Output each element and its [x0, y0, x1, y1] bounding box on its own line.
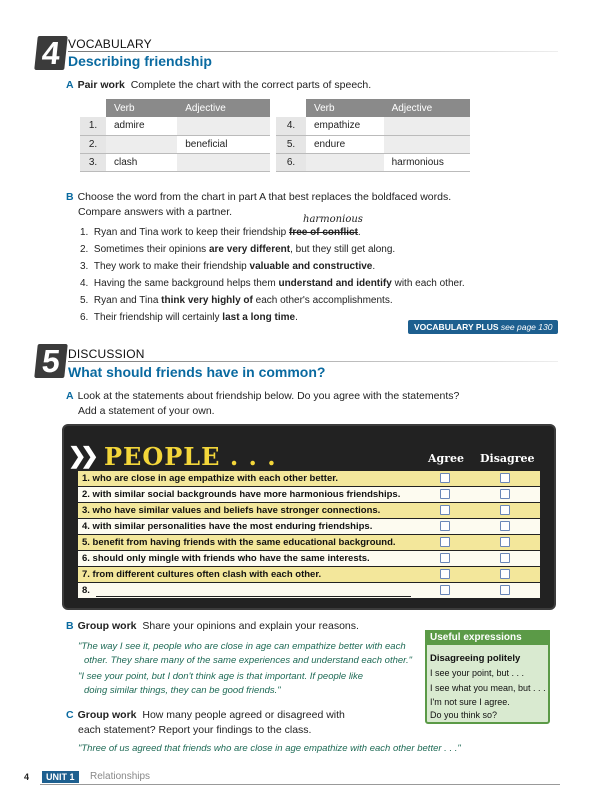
statement-row: 2. with similar social backgrounds have more harmonious friendships.: [78, 487, 540, 502]
vocabulary-plus-link[interactable]: VOCABULARY PLUS see page 130: [408, 320, 558, 334]
part-letter: B: [66, 191, 74, 203]
page-number: 4: [24, 772, 30, 782]
unit-title: Relationships: [90, 771, 151, 782]
expression-item: I see your point, but . . .: [430, 668, 525, 678]
section-label: VOCABULARY: [68, 37, 152, 51]
agree-checkbox[interactable]: [440, 505, 450, 515]
table-row: 4. empathize: [276, 117, 470, 135]
crossed-out-phrase: free of conflict: [289, 227, 358, 238]
statement-row: 8.: [78, 583, 540, 598]
part-c-instruction: C Group work How many people agreed or disagreed with each statement? Report your findings to the class.: [66, 709, 345, 736]
list-item: 3. They work to make their friendship valuable and constructive.: [80, 261, 376, 272]
section-number-4: 4: [34, 36, 68, 70]
part-letter: A: [66, 79, 74, 91]
disagree-checkbox[interactable]: [500, 489, 510, 499]
unit-badge: UNIT 1: [42, 771, 79, 783]
section-title: Describing friendship: [68, 53, 212, 69]
part-letter: C: [66, 709, 74, 721]
sentence-list: [80, 224, 465, 326]
agree-column-header: Agree: [428, 452, 465, 465]
agree-checkbox[interactable]: [440, 569, 450, 579]
answer-cell[interactable]: [306, 153, 384, 171]
answer-cell[interactable]: [177, 117, 270, 135]
useful-expressions-subtitle: Disagreeing politely: [430, 653, 521, 664]
part-a-instruction: [66, 78, 371, 93]
activity-type: Pair work: [77, 79, 125, 91]
disagree-checkbox[interactable]: [500, 537, 510, 547]
agree-checkbox[interactable]: [440, 585, 450, 595]
header-verb: Verb: [306, 99, 384, 117]
list-item: 4. Having the same background helps them understand and identify with each other.: [80, 278, 465, 289]
expression-item: I see what you mean, but . . .: [430, 683, 546, 693]
disagree-checkbox[interactable]: [500, 569, 510, 579]
disagree-checkbox[interactable]: [500, 553, 510, 563]
statement-row: 7. from different cultures often clash with each other.: [78, 567, 540, 582]
table-row: 2. beneficial: [80, 135, 270, 153]
agree-checkbox[interactable]: [440, 553, 450, 563]
example-quote-1: "The way I see it, people who are close in age can empathize better with each other. They share many of the same experiences and understand each other.": [78, 641, 412, 666]
disagree-checkbox[interactable]: [500, 473, 510, 483]
list-item: 2. Sometimes their opinions are very different, but they still get along.: [80, 244, 396, 255]
statement-row: 3. who have similar values and beliefs have stronger connections.: [78, 503, 540, 518]
section-label: DISCUSSION: [68, 347, 145, 361]
agree-checkbox[interactable]: [440, 521, 450, 531]
statement-row: 1. who are close in age empathize with each other better.: [78, 471, 540, 486]
handwritten-answer: harmonious: [303, 214, 363, 225]
header-adjective: Adjective: [384, 99, 470, 117]
header-verb: Verb: [106, 99, 177, 117]
part-letter: A: [66, 390, 74, 402]
panel-title: PEOPLE . . .: [104, 442, 277, 471]
disagree-column-header: Disagree: [480, 452, 535, 465]
agree-checkbox[interactable]: [440, 473, 450, 483]
section-rule: [68, 361, 558, 362]
useful-expressions-header: Useful expressions: [425, 630, 550, 645]
section-rule: [68, 51, 558, 52]
disagree-checkbox[interactable]: [500, 585, 510, 595]
list-item: 1. Ryan and Tina work to keep their friendship free of conflict.: [80, 227, 361, 238]
table-row: 5. endure: [276, 135, 470, 153]
example-quote-2: "I see your point, but I don't think age is that important. If people like doing similar things, they can be good friends.": [78, 671, 364, 696]
chevron-double-icon: ❯❯: [68, 443, 93, 468]
statement-row: 5. benefit from having friends with the same educational background.: [78, 535, 540, 550]
section-number-5: 5: [34, 344, 68, 378]
answer-cell[interactable]: [384, 117, 470, 135]
agree-checkbox[interactable]: [440, 537, 450, 547]
vocab-table-right: [276, 99, 470, 172]
part-b-instruction: B Group work Share your opinions and explain your reasons.: [66, 620, 359, 632]
example-quote-3: "Three of us agreed that friends who are close in age empathize with each other better . . .": [78, 743, 461, 754]
disagree-checkbox[interactable]: [500, 521, 510, 531]
instruction-text: Complete the chart with the correct parts of speech.: [130, 79, 372, 91]
part-a-instruction: A Look at the statements about friendship below. Do you agree with the statements? Add a statement of your own.: [66, 390, 460, 417]
list-item: 6. Their friendship will certainly last a long time.: [80, 312, 298, 323]
list-item: 5. Ryan and Tina think very highly of each other's accomplishments.: [80, 295, 393, 306]
table-row: 1. admire: [80, 117, 270, 135]
table-row: 3. clash: [80, 153, 270, 171]
expression-item: I'm not sure I agree.: [430, 697, 510, 707]
part-b-instruction: B Choose the word from the chart in part A that best replaces the boldfaced words. Compare answers with a partner.: [66, 191, 452, 218]
answer-cell[interactable]: [106, 135, 177, 153]
answer-cell[interactable]: [177, 153, 270, 171]
expression-item: Do you think so?: [430, 710, 498, 720]
table-row: 6. harmonious: [276, 153, 470, 171]
statement-row: 6. should only mingle with friends who have the same interests.: [78, 551, 540, 566]
section-title: What should friends have in common?: [68, 364, 326, 380]
answer-cell[interactable]: [384, 135, 470, 153]
footer-rule: [40, 784, 560, 785]
disagree-checkbox[interactable]: [500, 505, 510, 515]
own-statement-line[interactable]: [96, 596, 411, 597]
vocab-table-left: [80, 99, 270, 172]
part-letter: B: [66, 620, 74, 632]
statement-row: 4. with similar personalities have the most enduring friendships.: [78, 519, 540, 534]
agree-checkbox[interactable]: [440, 489, 450, 499]
header-adjective: Adjective: [177, 99, 270, 117]
